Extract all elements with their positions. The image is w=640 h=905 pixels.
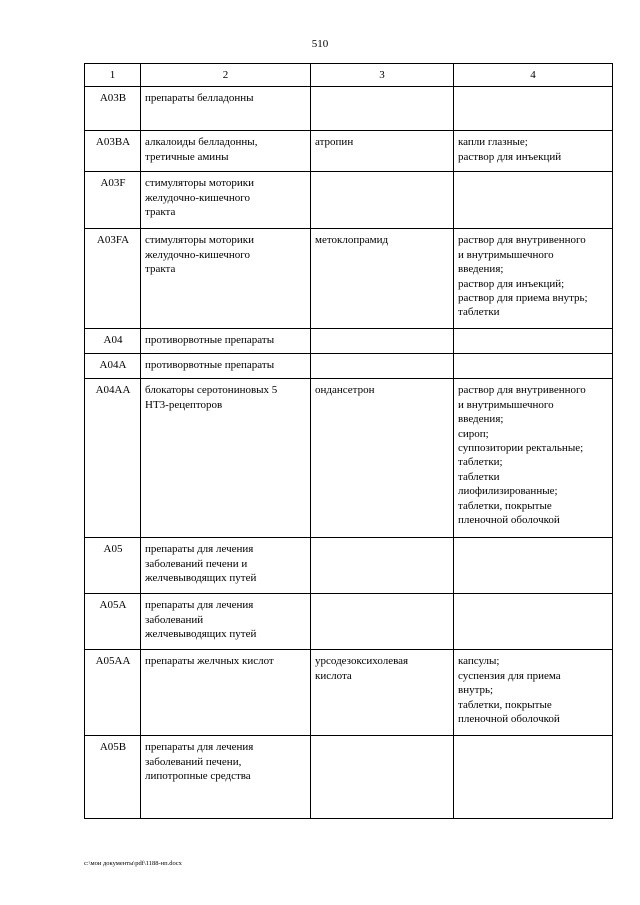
drug-name-cell [311,87,454,131]
atc-code-cell: A04 [85,329,141,354]
drug-name-cell [311,131,454,172]
cell-text-line: стимуляторы моторики [145,234,255,247]
cell-text-line: тракта [145,206,176,219]
group-name-cell [141,131,311,172]
cell-text-line: пленочной оболочкой [458,713,560,726]
drug-name-cell [311,172,454,229]
group-name-cell [141,379,311,538]
cell-text-line: капли глазные; [458,136,528,149]
cell-text-line: заболеваний печени, [145,755,242,768]
cell-text-line: препараты для лечения [145,599,254,612]
table-header-row [85,64,613,87]
table-body [85,87,613,819]
drug-name-cell [311,594,454,650]
group-name-cell [141,736,311,819]
cell-text-line: таблетки [458,306,500,319]
atc-code-cell: A04A [85,354,141,379]
cell-text-line: противорвотные препараты [145,359,275,372]
drug-name-cell [311,229,454,329]
group-name-cell [141,538,311,594]
cell-text-line: метоклопрамид [315,234,389,247]
table-row [85,650,613,736]
atc-code-cell: A05 [85,538,141,594]
drug-name-cell [311,650,454,736]
table-row [85,229,613,329]
table-row [85,131,613,172]
dosage-forms-cell [454,736,613,819]
drug-name-cell [311,329,454,354]
group-name-cell [141,329,311,354]
drug-name-cell [311,538,454,594]
cell-text-line: ондансетрон [315,384,375,397]
cell-text-line: таблетки; [458,456,503,469]
cell-text-line: пленочной оболочкой [458,514,560,527]
cell-text-line: раствор для инъекций [458,150,562,163]
drug-name-cell [311,379,454,538]
atc-code-cell: A05AA [85,650,141,736]
dosage-forms-cell [454,329,613,354]
cell-text-line: раствор для внутривенного [458,234,586,247]
cell-text-line: препараты для лечения [145,741,254,754]
group-name-cell [141,650,311,736]
cell-text-line: и внутримышечного [458,398,554,411]
drug-table [84,63,613,819]
cell-text-line: атропин [315,136,354,149]
table-row [85,736,613,819]
cell-text-line: таблетки [458,470,500,483]
cell-text-line: суспензия для приема [458,669,561,682]
cell-text-line: препараты желчных кислот [145,655,274,668]
dosage-forms-cell [454,172,613,229]
cell-text-line: и внутримышечного [458,248,554,261]
cell-text-line: желудочно-кишечного [145,191,250,204]
cell-text-line: таблетки, покрытые [458,698,552,711]
cell-text-line: сироп; [458,427,489,440]
dosage-forms-cell [454,131,613,172]
cell-text-line: третичные амины [145,150,229,163]
dosage-forms-cell [454,87,613,131]
cell-text-line: суппозитории ректальные; [458,442,584,455]
dosage-forms-cell [454,354,613,379]
cell-text-line: кислота [315,669,352,682]
column-header: 2 [141,64,311,87]
group-name-cell [141,354,311,379]
cell-text-line: урсодезоксихолевая [315,655,409,668]
column-header: 4 [454,64,613,87]
table-row [85,172,613,229]
table-row [85,87,613,131]
cell-text-line: препараты белладонны [145,92,254,105]
cell-text-line: капсулы; [458,655,500,668]
dosage-forms-cell [454,379,613,538]
cell-text-line: алкалоиды белладонны, [145,136,258,149]
dosage-forms-cell [454,538,613,594]
cell-text-line: заболеваний [145,613,204,626]
cell-text-line: введения; [458,263,504,276]
atc-code-cell: A05A [85,594,141,650]
cell-text-line: стимуляторы моторики [145,177,255,190]
table-row [85,538,613,594]
cell-text-line: раствор для внутривенного [458,384,586,397]
cell-text-line: блокаторы серотониновых 5 [145,384,278,397]
table-row [85,594,613,650]
cell-text-line: введения; [458,413,504,426]
cell-text-line: раствор для инъекций; [458,277,565,290]
cell-text-line: липотропные средства [145,770,251,783]
atc-code-cell: A03B [85,87,141,131]
column-header: 1 [85,64,141,87]
group-name-cell [141,87,311,131]
dosage-forms-cell [454,229,613,329]
table-row [85,354,613,379]
column-header: 3 [311,64,454,87]
dosage-forms-cell [454,594,613,650]
atc-code-cell: A04AA [85,379,141,538]
footer-file-path: c:\мои документы\pdf\1188-нп.docx [84,860,182,867]
cell-text-line: лиофилизированные; [458,485,558,498]
page-number: 510 [311,38,329,50]
table-row [85,379,613,538]
atc-code-cell: A03FA [85,229,141,329]
atc-code-cell: A03BA [85,131,141,172]
group-name-cell [141,594,311,650]
cell-text-line: тракта [145,263,176,276]
group-name-cell [141,172,311,229]
atc-code-cell: A05B [85,736,141,819]
atc-code-cell: A03F [85,172,141,229]
cell-text-line: раствор для приема внутрь; [458,292,588,305]
cell-text-line: внутрь; [458,684,494,697]
drug-name-cell [311,354,454,379]
cell-text-line: желудочно-кишечного [145,248,250,261]
cell-text-line: желчевыводящих путей [145,572,257,585]
cell-text-line: таблетки, покрытые [458,499,552,512]
cell-text-line: HT3-рецепторов [145,398,223,411]
table-row [85,329,613,354]
cell-text-line: заболеваний печени и [145,557,248,570]
cell-text-line: препараты для лечения [145,543,254,556]
dosage-forms-cell [454,650,613,736]
drug-name-cell [311,736,454,819]
cell-text-line: противорвотные препараты [145,334,275,347]
cell-text-line: желчевыводящих путей [145,628,257,641]
group-name-cell [141,229,311,329]
